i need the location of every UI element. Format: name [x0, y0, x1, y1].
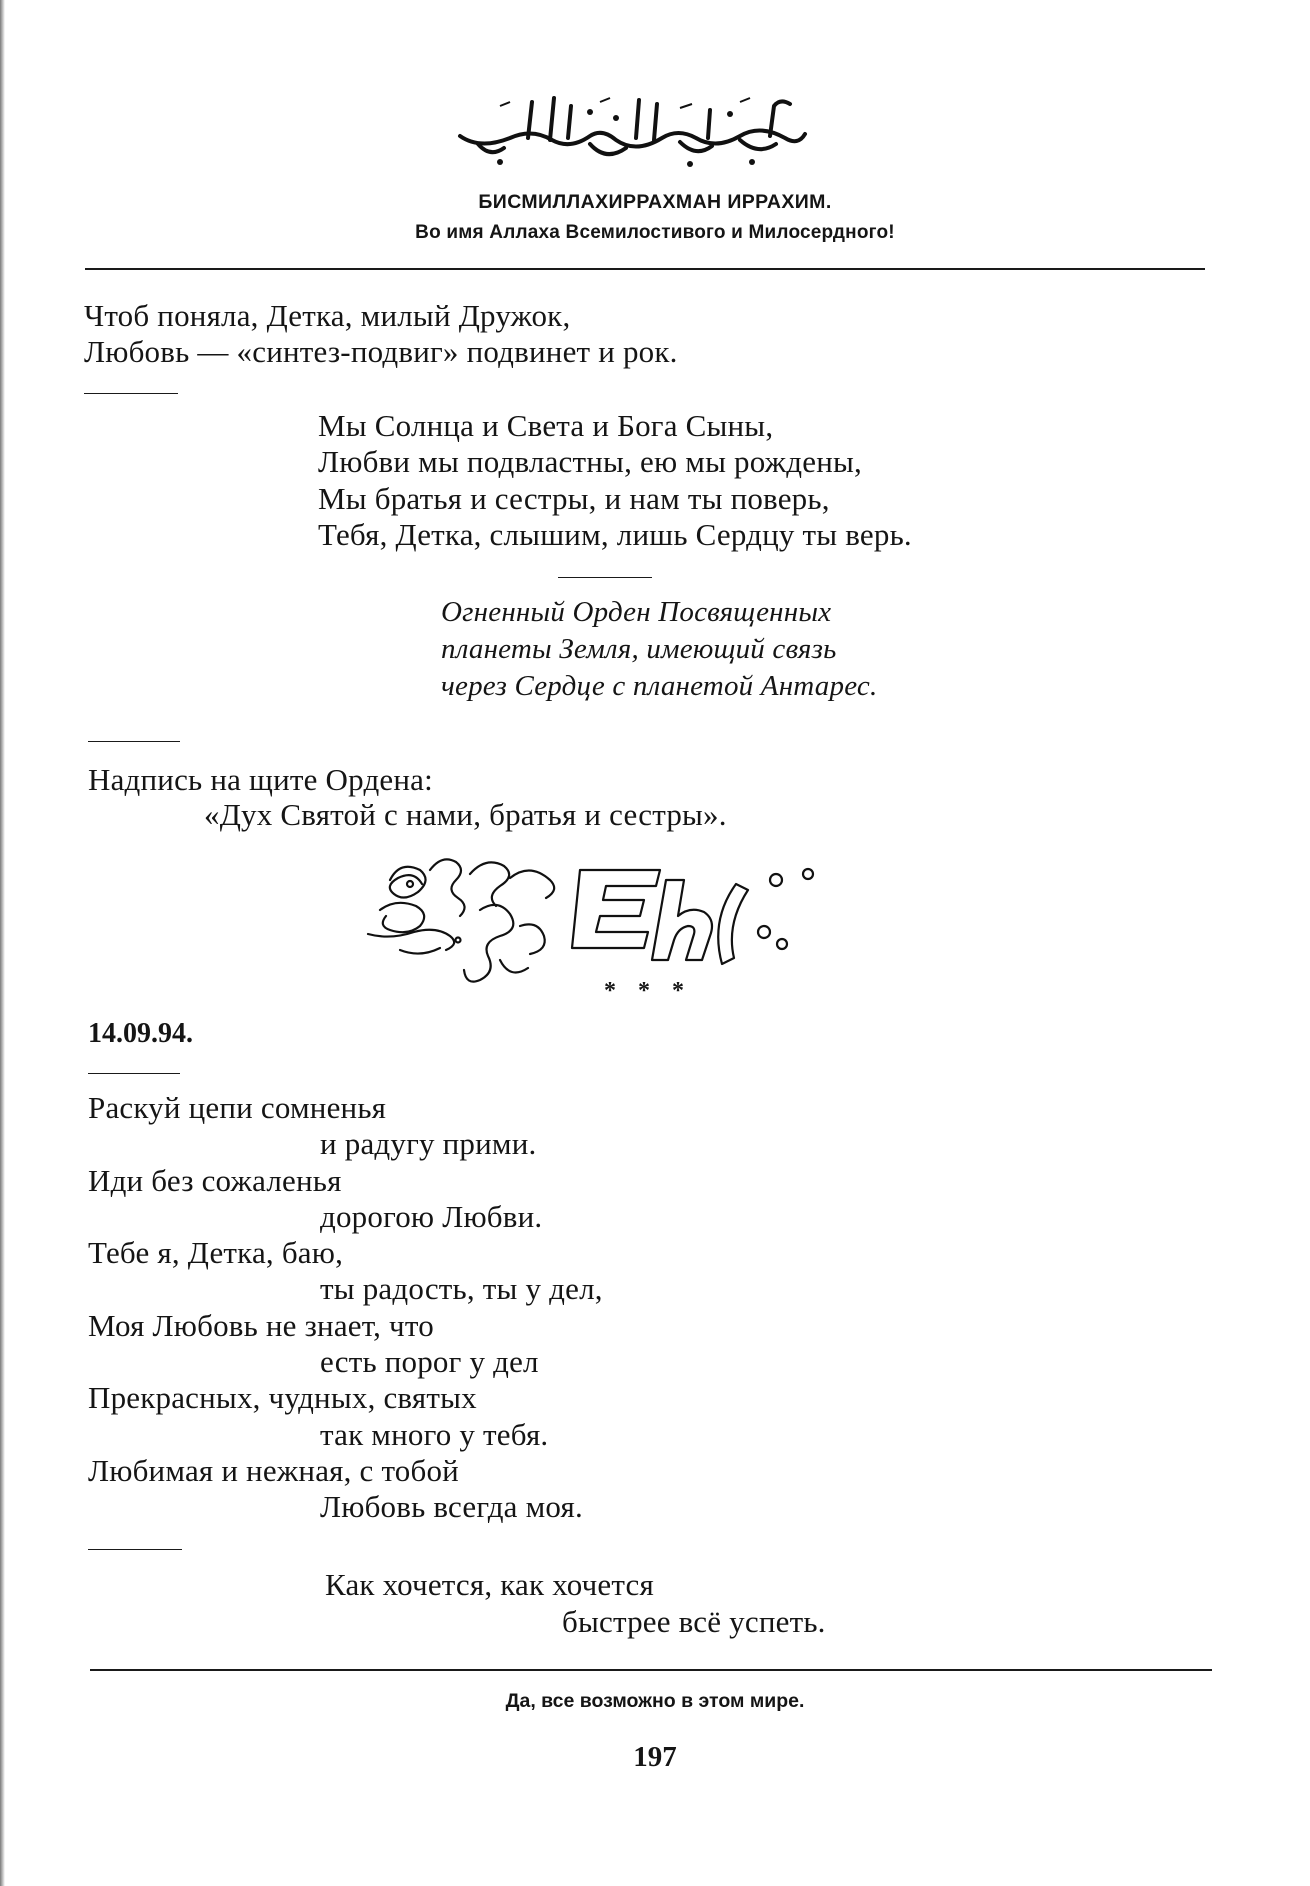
calligraphy-drawing [440, 88, 820, 172]
poem-line: Раскуй цепи сомненья [88, 1090, 387, 1125]
bismillah-calligraphy [440, 88, 820, 172]
header-divider [85, 268, 1205, 270]
symbols-svg [360, 840, 940, 1000]
closing-line-2: быстрее всё успеть. [562, 1604, 826, 1639]
signature-line: через Сердце с планетой Антарес. [441, 670, 878, 702]
short-divider [558, 577, 652, 578]
inscription-text: «Дух Святой с нами, братья и сестры». [204, 797, 727, 832]
footer-tagline: Да, все возможно в этом мире. [505, 1690, 805, 1712]
poem-line: так много у тебя. [320, 1416, 549, 1452]
page-number: 197 [633, 1741, 677, 1773]
poem-line: Тебе я, Детка, баю, [88, 1235, 344, 1271]
poem-line: Иди без сожаленья [88, 1162, 342, 1198]
poem-line: Любовь всегда моя. [320, 1489, 583, 1525]
inscription-intro: Надпись на щите Ордена: [88, 762, 433, 797]
poem-line: Моя Любовь не знает, что [88, 1307, 434, 1343]
short-divider [88, 741, 180, 742]
verse-line: Тебя, Детка, слышим, лишь Сердцу ты верь. [318, 516, 912, 552]
header-subtitle: Во имя Аллаха Всемилостивого и Милосердного! [415, 222, 895, 243]
separator-stars: * * * [604, 978, 692, 1004]
short-divider [88, 1549, 182, 1550]
shield-symbols-drawing [360, 840, 940, 1000]
short-divider [88, 1073, 180, 1074]
signature-line: планеты Земля, имеющий связь [441, 633, 837, 665]
page-edge-shadow [0, 0, 5, 1886]
poem-date: 14.09.94. [88, 1018, 193, 1049]
verse-line: Чтоб поняла, Детка, милый Дружок, [84, 298, 571, 333]
poem-body [88, 1090, 603, 1526]
header-title: БИСМИЛЛАХИРРАХМАН ИРРАХИМ. [478, 191, 832, 213]
verse-line: Мы Солнца и Света и Бога Сыны, [318, 408, 774, 443]
poem-line: и радугу прими. [320, 1126, 537, 1162]
stanza-1 [84, 298, 678, 371]
verse-line: Любовь — «синтез-подвиг» подвинет и рок. [84, 334, 678, 370]
short-divider [84, 393, 178, 394]
closing-line-1: Как хочется, как хочется [325, 1567, 654, 1602]
poem-line: есть порог у дел [320, 1344, 539, 1380]
footer-divider [90, 1669, 1212, 1671]
verse-line: Любви мы подвластны, ею мы рождены, [318, 444, 862, 480]
poem-line: Прекрасных, чудных, святых [88, 1380, 477, 1416]
stanza-2 [318, 408, 912, 553]
poem-line: Любимая и нежная, с тобой [88, 1452, 459, 1488]
order-signature [441, 594, 877, 705]
signature-line: Огненный Орден Посвященных [441, 596, 832, 628]
poem-line: ты радость, ты у дел, [320, 1271, 603, 1307]
poem-line: дорогою Любви. [320, 1198, 543, 1234]
verse-line: Мы братья и сестры, и нам ты поверь, [318, 480, 830, 516]
